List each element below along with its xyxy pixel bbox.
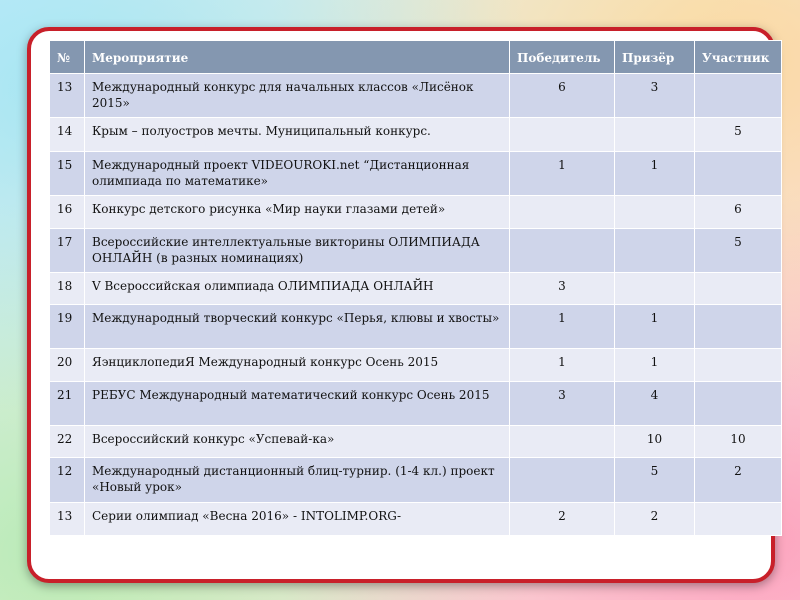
row-event: Международный проект VIDEOUROKI.net “Дистанционная олимпиада по математике»	[85, 152, 510, 196]
row-participant	[695, 503, 782, 536]
row-participant	[695, 152, 782, 196]
header-participant: Участник	[695, 41, 782, 74]
row-prize	[615, 229, 695, 273]
row-prize: 1	[615, 349, 695, 382]
table-row	[50, 305, 782, 349]
row-winner	[510, 426, 615, 458]
row-event: Крым – полуостров мечты. Муниципальный конкурс.	[85, 118, 510, 152]
row-event: Серии олимпиад «Весна 2016» - INTOLIMP.ORG-	[85, 503, 510, 536]
row-participant: 2	[695, 458, 782, 503]
row-number: 18	[50, 273, 85, 305]
row-number: 13	[50, 503, 85, 536]
row-prize: 1	[615, 152, 695, 196]
row-prize: 2	[615, 503, 695, 536]
row-winner: 3	[510, 273, 615, 305]
row-participant	[695, 382, 782, 426]
table-row	[50, 349, 782, 382]
row-winner	[510, 458, 615, 503]
row-participant	[695, 305, 782, 349]
row-prize	[615, 273, 695, 305]
row-winner	[510, 118, 615, 152]
row-event: ЯэнциклопедиЯ Международный конкурс Осень 2015	[85, 349, 510, 382]
row-number: 22	[50, 426, 85, 458]
row-participant: 6	[695, 196, 782, 229]
row-number: 17	[50, 229, 85, 273]
table-row	[50, 382, 782, 426]
row-number: 14	[50, 118, 85, 152]
row-prize: 1	[615, 305, 695, 349]
row-winner: 6	[510, 74, 615, 118]
row-winner: 1	[510, 152, 615, 196]
table-row	[50, 229, 782, 273]
row-event: Международный конкурс для начальных классов «Лисёнок 2015»	[85, 74, 510, 118]
row-prize	[615, 196, 695, 229]
header-winner: Победитель	[510, 41, 615, 74]
row-number: 13	[50, 74, 85, 118]
row-number: 16	[50, 196, 85, 229]
row-winner: 1	[510, 349, 615, 382]
row-event: Всероссийские интеллектуальные викторины ОЛИМПИАДА ОНЛАЙН (в разных номинациях)	[85, 229, 510, 273]
row-participant: 10	[695, 426, 782, 458]
row-winner	[510, 196, 615, 229]
row-number: 21	[50, 382, 85, 426]
table-row	[50, 152, 782, 196]
row-participant	[695, 349, 782, 382]
row-prize	[615, 118, 695, 152]
table-row	[50, 118, 782, 152]
header-number: №	[50, 41, 85, 74]
row-participant: 5	[695, 118, 782, 152]
row-number: 20	[50, 349, 85, 382]
header-prize: Призёр	[615, 41, 695, 74]
row-event: Всероссийский конкурс «Успевай-ка»	[85, 426, 510, 458]
row-participant	[695, 273, 782, 305]
header-event: Мероприятие	[85, 41, 510, 74]
results-table	[49, 40, 782, 536]
row-number: 15	[50, 152, 85, 196]
table-row	[50, 458, 782, 503]
table-row	[50, 273, 782, 305]
table-header-row	[50, 41, 782, 74]
row-prize: 10	[615, 426, 695, 458]
table-row	[50, 74, 782, 118]
row-number: 19	[50, 305, 85, 349]
row-winner: 1	[510, 305, 615, 349]
row-participant: 5	[695, 229, 782, 273]
row-event: Международный дистанционный блиц-турнир. (1-4 кл.) проект «Новый урок»	[85, 458, 510, 503]
table-row	[50, 503, 782, 536]
row-prize: 3	[615, 74, 695, 118]
row-winner	[510, 229, 615, 273]
row-event: V Всероссийская олимпиада ОЛИМПИАДА ОНЛАЙН	[85, 273, 510, 305]
row-number: 12	[50, 458, 85, 503]
row-event: Конкурс детского рисунка «Мир науки глазами детей»	[85, 196, 510, 229]
row-prize: 4	[615, 382, 695, 426]
table-row	[50, 426, 782, 458]
row-event: Международный творческий конкурс «Перья, клювы и хвосты»	[85, 305, 510, 349]
row-participant	[695, 74, 782, 118]
row-winner: 2	[510, 503, 615, 536]
row-event: РЕБУС Международный математический конкурс Осень 2015	[85, 382, 510, 426]
row-prize: 5	[615, 458, 695, 503]
table-row	[50, 196, 782, 229]
row-winner: 3	[510, 382, 615, 426]
